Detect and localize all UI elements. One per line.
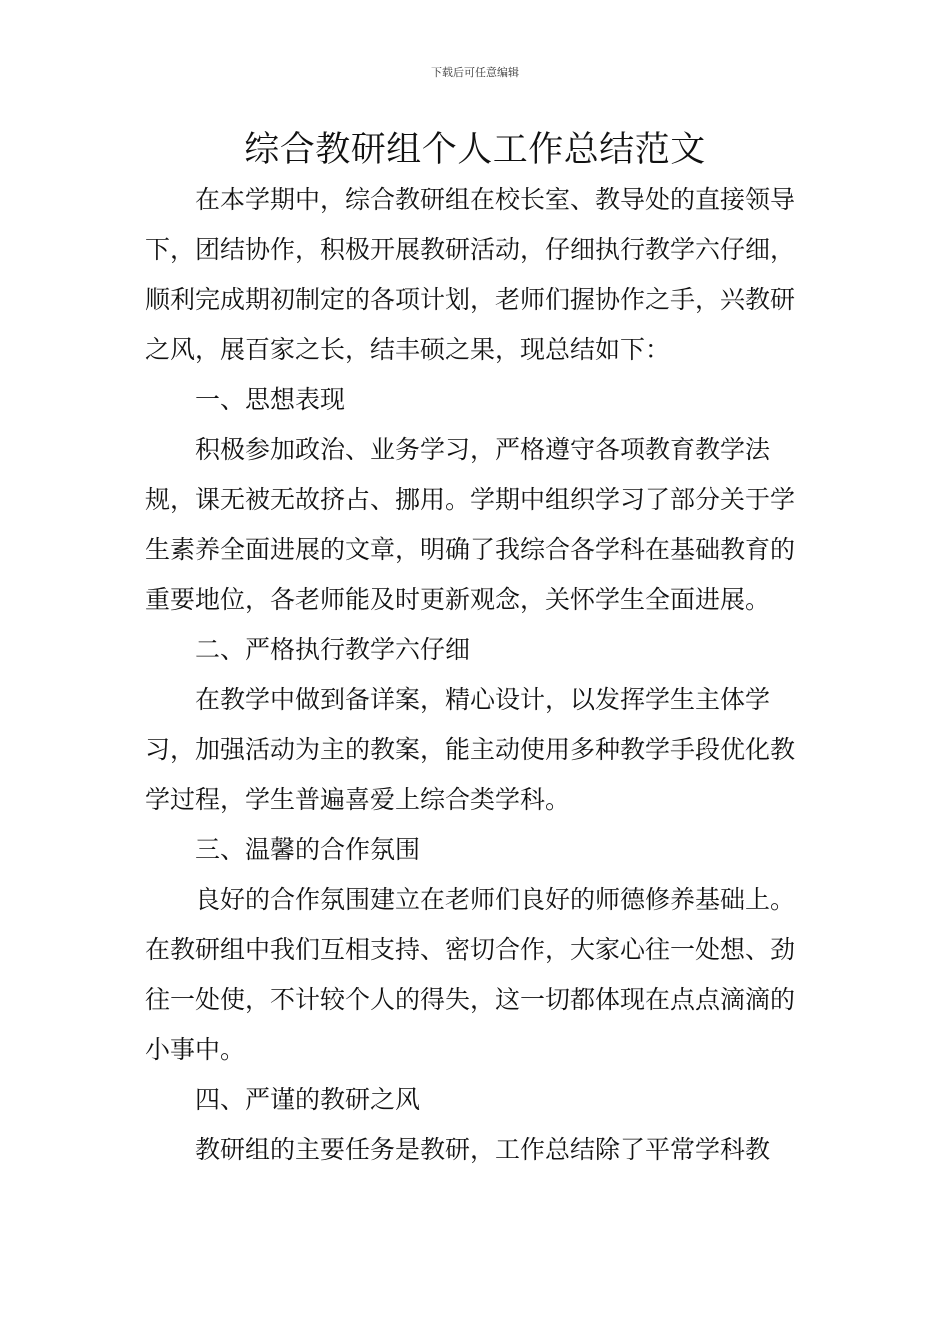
section-heading-3: 三、温馨的合作氛围 [195,835,421,864]
section-paragraph-3: 良好的合作氛围建立在老师们良好的师德修养基础上。在教研组中我们互相支持、密切合作，大家心往一处想、劲往一处使，不计较个人的得失，这一切都体现在点点滴滴的小事中。 [145,885,796,1064]
document-title: 综合教研组个人工作总结范文 [244,130,706,170]
section-paragraph-2: 在教学中做到备详案，精心设计，以发挥学生主体学习，加强活动为主的教案，能主动使用多种教学手段优化教学过程，学生普遍喜爱上综合类学科。 [145,685,796,814]
intro-paragraph: 在本学期中，综合教研组在校长室、教导处的直接领导下，团结协作，积极开展教研活动，仔细执行教学六仔细，顺利完成期初制定的各项计划，老师们握协作之手，兴教研之风，展百家之长，结丰硕之果，现总结如下： [145,185,796,364]
page-header-note: 下载后可任意编辑 [431,66,519,79]
section-paragraph-1: 积极参加政治、业务学习，严格遵守各项教育教学法规，课无被无故挤占、挪用。学期中组织学习了部分关于学生素养全面进展的文章，明确了我综合各学科在基础教育的重要地位，各老师能及时更新观念，关怀学生全面进展。 [145,435,796,614]
section-heading-4: 四、严谨的教研之风 [195,1085,421,1114]
section-heading-2: 二、严格执行教学六仔细 [195,635,471,664]
document-body [145,175,815,1175]
section-paragraph-4: 教研组的主要任务是教研，工作总结除了平常学科教 [195,1135,771,1164]
section-heading-1: 一、思想表现 [195,385,346,414]
